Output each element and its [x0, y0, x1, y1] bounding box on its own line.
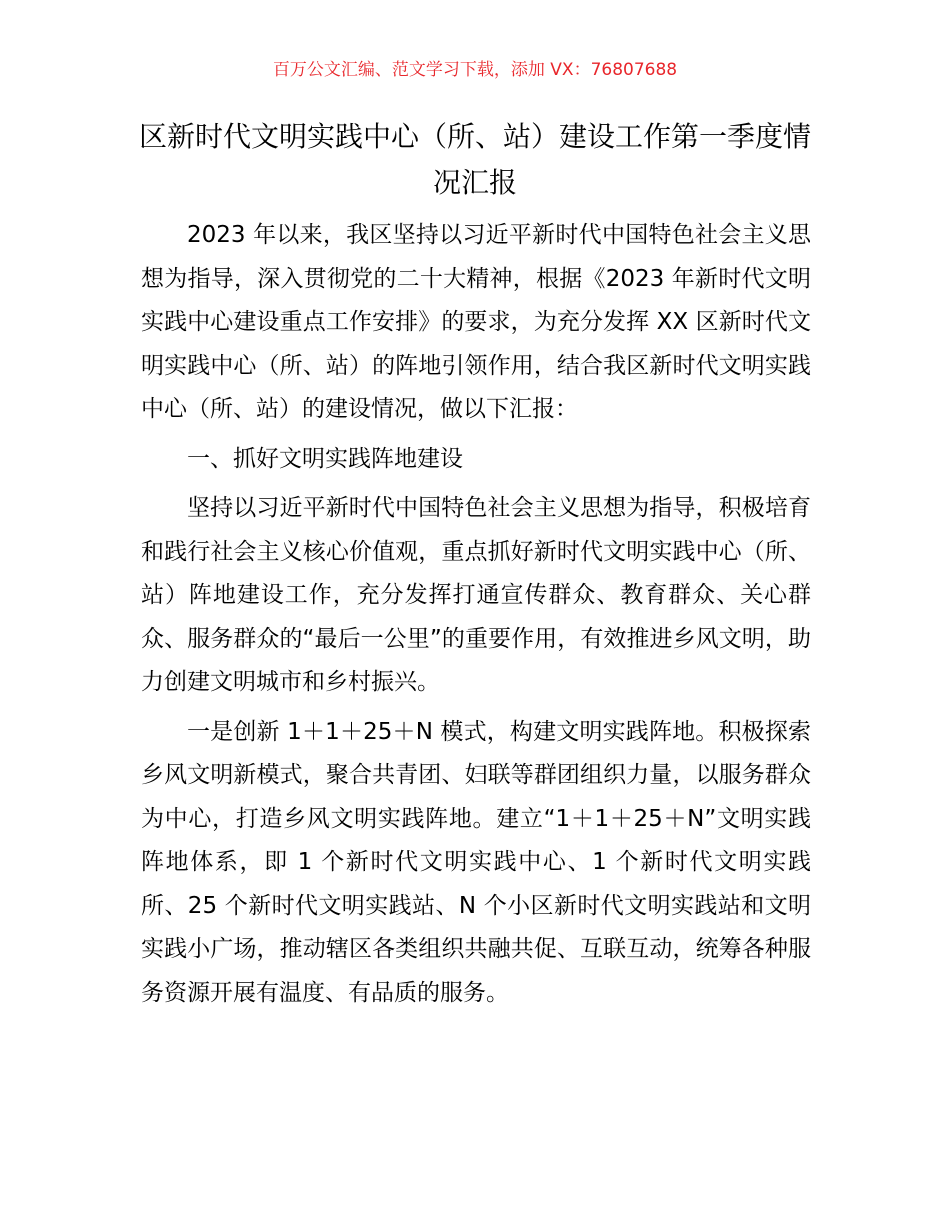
document-body: [141, 214, 811, 1015]
section-heading: 一、抓好文明实践阵地建设: [187, 445, 463, 472]
watermark-header: 百万公文汇编、范文学习下载，添加 VX：76807688: [272, 60, 678, 80]
body-paragraph: 坚持以习近平新时代中国特色社会主义思想为指导，积极培育和践行社会主义核心价值观，重点抓好新时代文明实践中心（所、站）阵地建设工作，充分发挥打通宣传群众、教育群众、关心群众、服务群众的“最后一公里”的重要作用，有效推进乡风文明，助力创建文明城市和乡村振兴。: [141, 495, 811, 695]
body-paragraph: 一是创新 1＋1＋25＋N 模式，构建文明实践阵地。积极探索乡风文明新模式，聚合共青团、妇联等群团组织力量，以服务群众为中心，打造乡风文明实践阵地。建立“1＋1＋25＋N”文明实践阵地体系，即 1 个新时代文明实践中心、1 个新时代文明实践所、25 个新时代文明实践站、N 个小区新时代文明实践站和文明实践小广场，推动辖区各类组织共融共促、互联互动，统筹各种服务资源开展有温度、有品质的服务。: [141, 718, 811, 1006]
document-title: 区新时代文明实践中心（所、站）建设工作第一季度情况汇报: [138, 120, 811, 199]
intro-paragraph: 2023 年以来，我区坚持以习近平新时代中国特色社会主义思想为指导，深入贯彻党的二十大精神，根据《2023 年新时代文明实践中心建设重点工作安排》的要求，为充分发挥 XX 区新时代文明实践中心（所、站）的阵地引领作用，结合我区新时代文明实践中心（所、站）的建设情况，做以下汇报：: [141, 222, 811, 422]
